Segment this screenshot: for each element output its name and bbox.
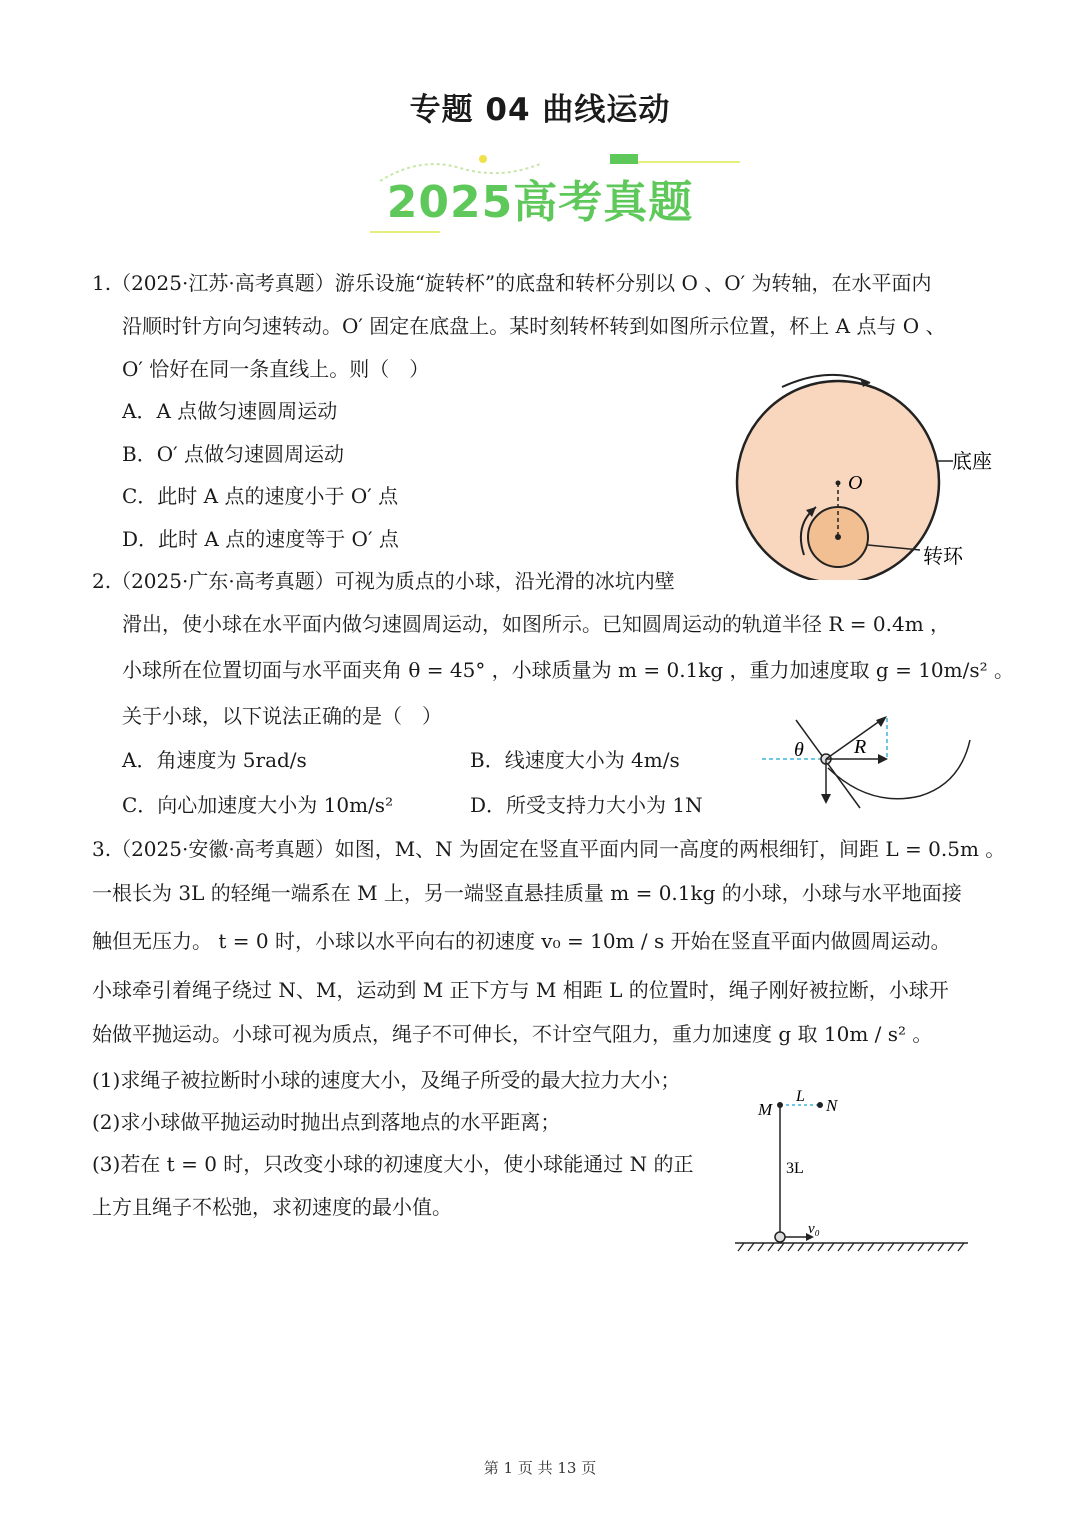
ground-hatching — [738, 1243, 964, 1251]
q2-option-b: B．线速度大小为 4m/s — [470, 748, 680, 772]
q3-line-2: 一根长为 3L 的轻绳一端系在 M 上，另一端竖直悬挂质量 m = 0.1kg 的小球，小球与水平地面接 — [92, 881, 962, 905]
q2-option-c: C．向心加速度大小为 10m/s² — [122, 793, 394, 817]
q3-subq-4: 上方且绳子不松弛，求初速度的最小值。 — [92, 1195, 452, 1219]
q2-figure-ice-pit — [760, 708, 980, 818]
point-O-prime — [835, 534, 841, 540]
nail-N — [817, 1102, 823, 1108]
point-O — [836, 481, 841, 486]
q3-subq-1: (1)求绳子被拉断时小球的速度大小，及绳子所受的最大拉力大小； — [92, 1068, 681, 1092]
yellow-dot — [479, 155, 487, 163]
label-v0: v₀ — [808, 1221, 820, 1237]
q3-line-4: 小球牵引着绳子绕过 N、M，运动到 M 正下方与 M 相距 L 的位置时，绳子刚好被拉断，小球开 — [92, 978, 949, 1002]
label-ring: 转环 — [923, 546, 963, 568]
ball — [775, 1232, 785, 1242]
label-R: R — [854, 736, 867, 758]
q3-subq-3: (3)若在 t = 0 时，只改变小球的初速度大小，使小球能通过 N 的正 — [92, 1152, 694, 1176]
q2-option-a: A．角速度为 5rad/s — [122, 748, 307, 772]
q1-line-3: O′ 恰好在同一条直线上。则（ ） — [122, 357, 430, 381]
banner-title: 2025高考真题 — [386, 177, 694, 228]
q2-option-d: D．所受支持力大小为 1N — [470, 793, 703, 817]
q3-figure-pendulum — [730, 1085, 980, 1255]
q3-line-1: 3.（2025·安徽·高考真题）如图，M、N 为固定在竖直平面内同一高度的两根细钉，间距 L = 0.5m 。 — [92, 837, 1006, 861]
pit-wall — [828, 740, 970, 799]
q3-subq-2: (2)求小球做平抛运动时抛出点到落地点的水平距离； — [92, 1110, 561, 1134]
label-O: O — [848, 472, 863, 494]
q1-line-2: 沿顺时针方向匀速转动。O′ 固定在底盘上。某时刻转杯转到如图所示位置，杯上 A 点与 O 、 — [122, 314, 946, 338]
q2-line-1: 2.（2025·广东·高考真题）可视为质点的小球，沿光滑的冰坑内壁 — [92, 569, 675, 593]
q1-line-1: 1.（2025·江苏·高考真题）游乐设施“旋转杯”的底盘和转杯分别以 O 、O′ 为转轴，在水平面内 — [92, 271, 932, 295]
q1-figure-rotating-cup — [720, 365, 1020, 580]
q3-line-5: 始做平抛运动。小球可视为质点，绳子不可伸长，不计空气阻力，重力加速度 g 取 10m / s² 。 — [92, 1022, 933, 1046]
label-M: M — [758, 1100, 773, 1119]
q1-option-d: D．此时 A 点的速度等于 O′ 点 — [122, 527, 399, 551]
arrowhead-support — [876, 716, 887, 727]
page-title: 专题 04 曲线运动 — [409, 92, 671, 128]
label-base: 底座 — [952, 451, 992, 473]
q2-line-3: 小球所在位置切面与水平面夹角 θ = 45° ，小球质量为 m = 0.1kg ，重力加速度取 g = 10m/s² 。 — [122, 658, 1014, 682]
arrowhead-gravity — [821, 794, 831, 804]
q2-line-4: 关于小球，以下说法正确的是（ ） — [122, 704, 442, 728]
label-theta: θ — [794, 739, 804, 761]
q3-line-3: 触但无压力。 t = 0 时，小球以水平向右的初速度 v₀ = 10m / s 开始在竖直平面内做圆周运动。 — [92, 929, 951, 953]
q2-line-2: 滑出，使小球在水平面内做匀速圆周运动，如图所示。已知圆周运动的轨道半径 R = 0.4m ， — [122, 612, 951, 636]
label-N: N — [826, 1096, 838, 1115]
q1-option-c: C．此时 A 点的速度小于 O′ 点 — [122, 484, 399, 508]
q1-option-a: A．A 点做匀速圆周运动 — [122, 399, 338, 423]
label-3L: 3L — [786, 1160, 804, 1177]
page-footer: 第 1 页 共 13 页 — [483, 1459, 597, 1477]
banner-tag-block — [610, 154, 638, 164]
q1-option-b: B．O′ 点做匀速圆周运动 — [122, 442, 344, 466]
label-L: L — [796, 1088, 805, 1105]
